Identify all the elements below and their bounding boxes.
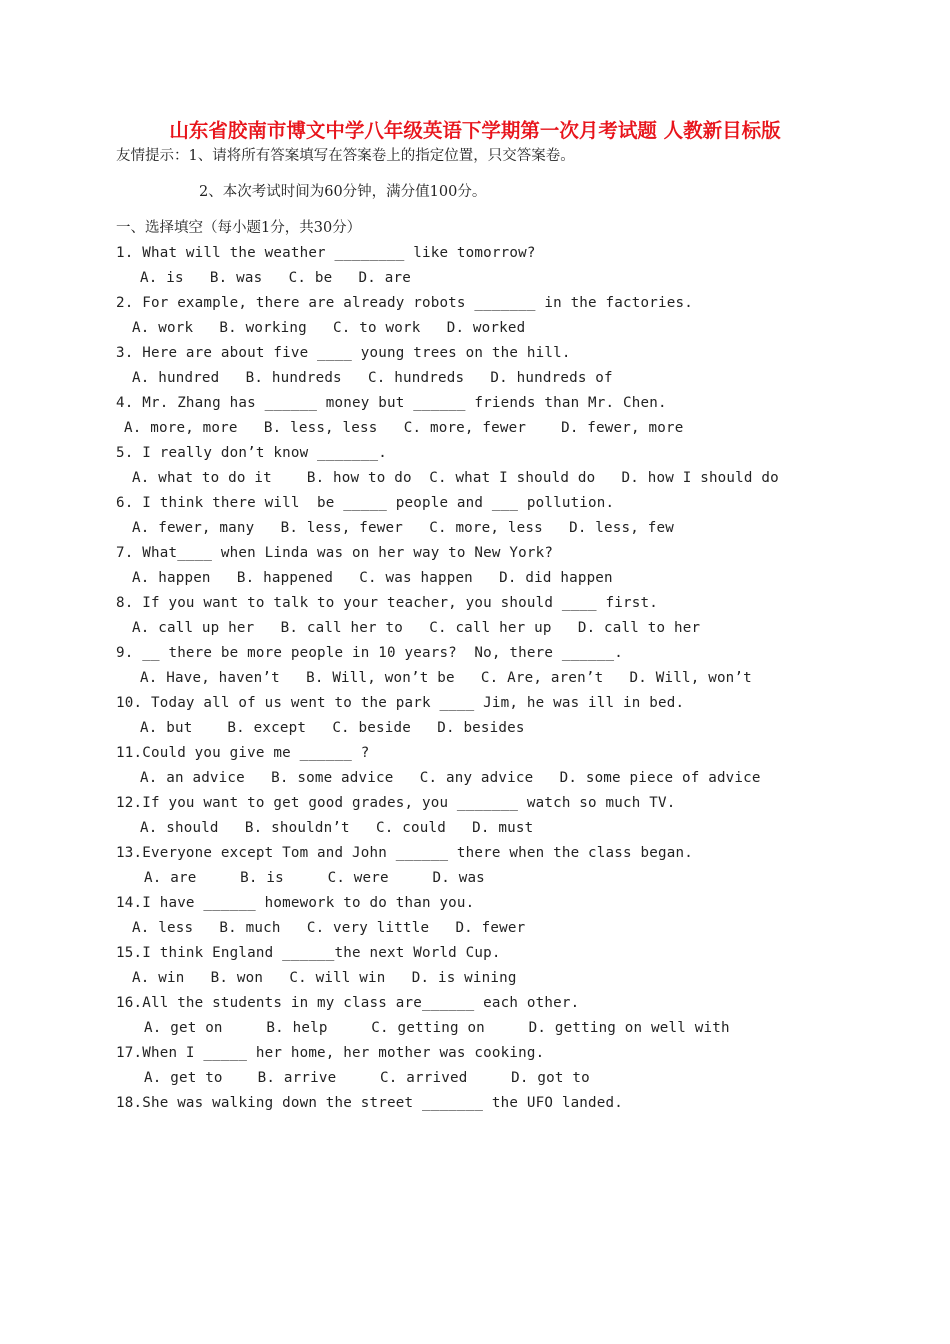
question-2-options: A. work B. working C. to work D. worked bbox=[132, 320, 526, 336]
question-14-options: A. less B. much C. very little D. fewer bbox=[132, 920, 526, 936]
question-16-stem: 16.All the students in my class are______ each other. bbox=[116, 995, 580, 1011]
notice-line-2: 2、本次考试时间为60分钟，满分值100分。 bbox=[199, 184, 487, 200]
question-17-stem: 17.When I _____ her home, her mother was cooking. bbox=[116, 1045, 545, 1061]
question-10-stem: 10. Today all of us went to the park ____ Jim, he was ill in bed. bbox=[116, 695, 685, 711]
question-15-stem: 15.I think England ______the next World Cup. bbox=[116, 945, 501, 961]
question-9-stem: 9. __ there be more people in 10 years? No, there ______. bbox=[116, 645, 624, 661]
question-10-options: A. but B. except C. beside D. besides bbox=[140, 720, 525, 736]
question-13-options: A. are B. is C. were D. was bbox=[144, 870, 485, 886]
question-8-options: A. call up her B. call her to C. call her up D. call to her bbox=[132, 620, 701, 636]
question-12-stem: 12.If you want to get good grades, you _______ watch so much TV. bbox=[116, 795, 676, 811]
question-11-options: A. an advice B. some advice C. any advice D. some piece of advice bbox=[140, 770, 761, 786]
question-16-options: A. get on B. help C. getting on D. getting on well with bbox=[144, 1020, 730, 1036]
question-4-stem: 4. Mr. Zhang has ______ money but ______ friends than Mr. Chen. bbox=[116, 395, 667, 411]
question-18-stem: 18.She was walking down the street _______ the UFO landed. bbox=[116, 1095, 624, 1111]
question-5-options: A. what to do it B. how to do C. what I should do D. how I should do bbox=[132, 470, 779, 486]
question-5-stem: 5. I really don’t know _______. bbox=[116, 445, 387, 461]
question-1-options: A. is B. was C. be D. are bbox=[140, 270, 411, 286]
section-heading: 一、选择填空（每小题1分，共30分） bbox=[116, 220, 362, 236]
question-12-options: A. should B. shouldn’t C. could D. must bbox=[140, 820, 534, 836]
question-6-options: A. fewer, many B. less, fewer C. more, less D. less, few bbox=[132, 520, 674, 536]
question-17-options: A. get to B. arrive C. arrived D. got to bbox=[144, 1070, 590, 1086]
question-3-options: A. hundred B. hundreds C. hundreds D. hundreds of bbox=[132, 370, 613, 386]
question-9-options: A. Have, haven’t B. Will, won’t be C. Are, aren’t D. Will, won’t bbox=[140, 670, 752, 686]
question-2-stem: 2. For example, there are already robots _______ in the factories. bbox=[116, 295, 693, 311]
question-14-stem: 14.I have ______ homework to do than you. bbox=[116, 895, 475, 911]
document-title: 山东省胶南市博文中学八年级英语下学期第一次月考试题 人教新目标版 bbox=[169, 119, 781, 142]
question-8-stem: 8. If you want to talk to your teacher, you should ____ first. bbox=[116, 595, 658, 611]
notice-line-1: 友情提示：1、请将所有答案填写在答案卷上的指定位置，只交答案卷。 bbox=[116, 148, 575, 164]
question-6-stem: 6. I think there will be _____ people and ___ pollution. bbox=[116, 495, 615, 511]
question-4-options: A. more, more B. less, less C. more, fewer D. fewer, more bbox=[124, 420, 684, 436]
question-7-stem: 7. What____ when Linda was on her way to New York? bbox=[116, 545, 554, 561]
question-3-stem: 3. Here are about five ____ young trees on the hill. bbox=[116, 345, 571, 361]
question-7-options: A. happen B. happened C. was happen D. did happen bbox=[132, 570, 613, 586]
question-11-stem: 11.Could you give me ______ ? bbox=[116, 745, 370, 761]
question-15-options: A. win B. won C. will win D. is wining bbox=[132, 970, 517, 986]
question-13-stem: 13.Everyone except Tom and John ______ there when the class began. bbox=[116, 845, 693, 861]
question-1-stem: 1. What will the weather ________ like tomorrow? bbox=[116, 245, 536, 261]
